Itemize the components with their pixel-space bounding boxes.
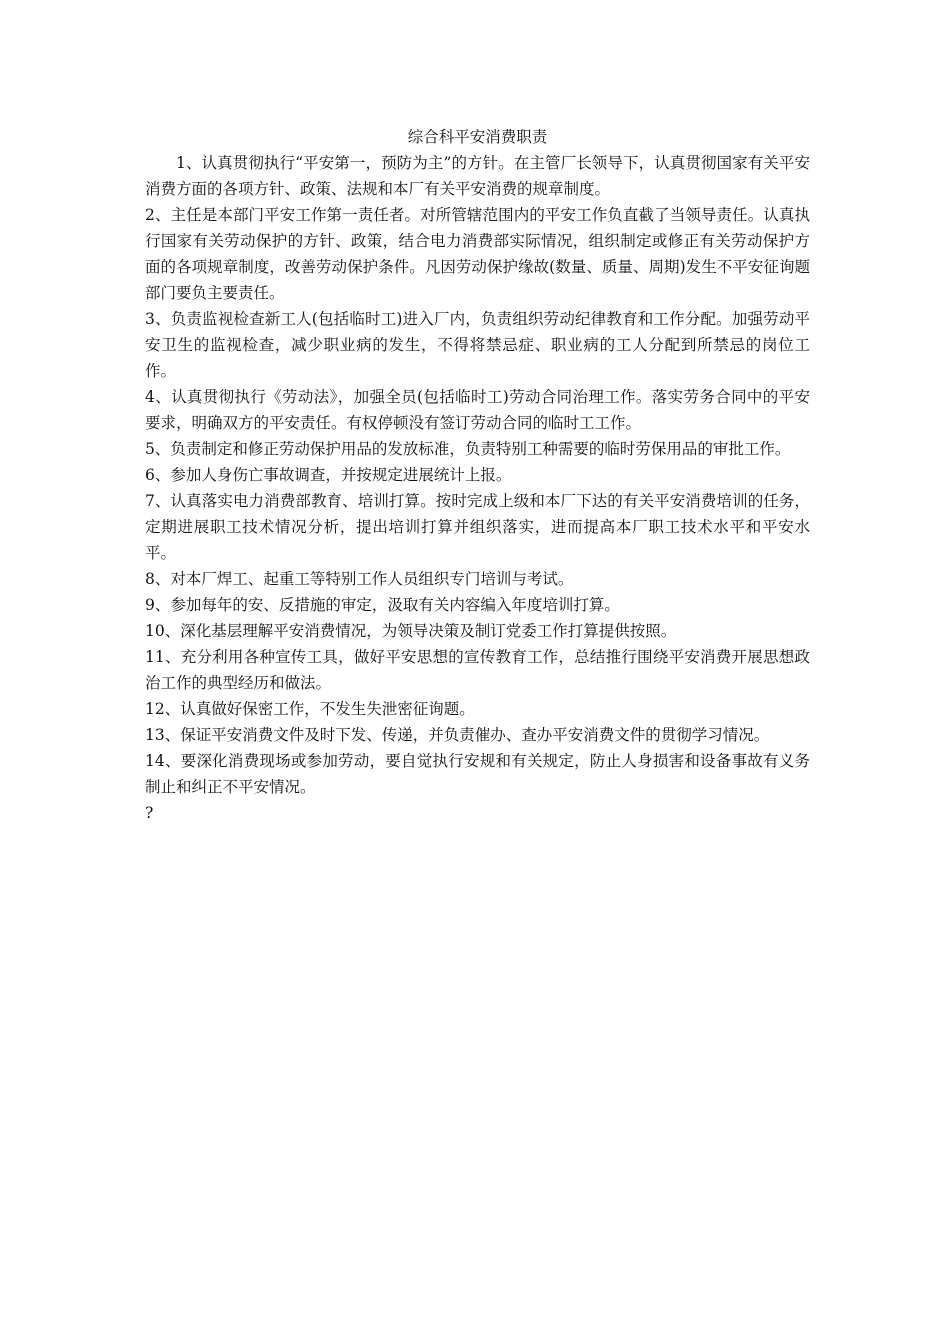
paragraph-14: 14、要深化消费现场或参加劳动，要自觉执行安规和有关规定，防止人身损害和设备事故有义务制止和纠正不平安情况。 — [145, 752, 810, 796]
paragraph-4: 4、认真贯彻执行《劳动法》，加强全员(包括临时工)劳动合同治理工作。落实劳务合同中的平安要求，明确双方的平安责任。有权停顿没有签订劳动合同的临时工工作。 — [145, 388, 810, 432]
paragraph-8: 8、对本厂焊工、起重工等特别工作人员组织专门培训与考试。 — [145, 570, 574, 588]
document-title: 综合科平安消费职责 — [407, 128, 548, 146]
document-page — [145, 122, 810, 826]
paragraph-7: 7、认真落实电力消费部教育、培训打算。按时完成上级和本厂下达的有关平安消费培训的任务，定期进展职工技术情况分析，提出培训打算并组织落实，进而提高本厂职工技术水平和平安水平。 — [145, 492, 810, 562]
paragraph-12: 12、认真做好保密工作，不发生失泄密征询题。 — [145, 700, 475, 718]
paragraph-5: 5、负责制定和修正劳动保护用品的发放标准，负责特别工种需要的临时劳保用品的审批工作。 — [145, 440, 791, 458]
trailing-mark: ? — [145, 804, 154, 822]
paragraph-6: 6、参加人身伤亡事故调查，并按规定进展统计上报。 — [145, 466, 512, 484]
paragraph-9: 9、参加每年的安、反措施的审定，汲取有关内容编入年度培训打算。 — [145, 596, 620, 614]
paragraph-1: 1、认真贯彻执行“平安第一，预防为主”的方针。在主管厂长领导下，认真贯彻国家有关平安消费方面的各项方针、政策、法规和本厂有关平安消费的规章制度。 — [145, 154, 810, 198]
paragraph-10: 10、深化基层理解平安消费情况，为领导决策及制订党委工作打算提供按照。 — [145, 622, 677, 640]
paragraph-2: 2、主任是本部门平安工作第一责任者。对所管辖范围内的平安工作负直截了当领导责任。认真执行国家有关劳动保护的方针、政策，结合电力消费部实际情况，组织制定或修正有关劳动保护方面的各项规章制度，改善劳动保护条件。凡因劳动保护缘故(数量、质量、周期)发生不平安征询题部门要负主要责任。 — [145, 206, 810, 302]
paragraph-3: 3、负责监视检查新工人(包括临时工)进入厂内，负责组织劳动纪律教育和工作分配。加强劳动平安卫生的监视检查，减少职业病的发生，不得将禁忌症、职业病的工人分配到所禁忌的岗位工作。 — [145, 310, 810, 380]
paragraph-13: 13、保证平安消费文件及时下发、传递，并负责催办、查办平安消费文件的贯彻学习情况。 — [145, 726, 770, 744]
paragraph-11: 11、充分利用各种宣传工具，做好平安思想的宣传教育工作，总结推行围绕平安消费开展思想政治工作的典型经历和做法。 — [145, 648, 810, 692]
